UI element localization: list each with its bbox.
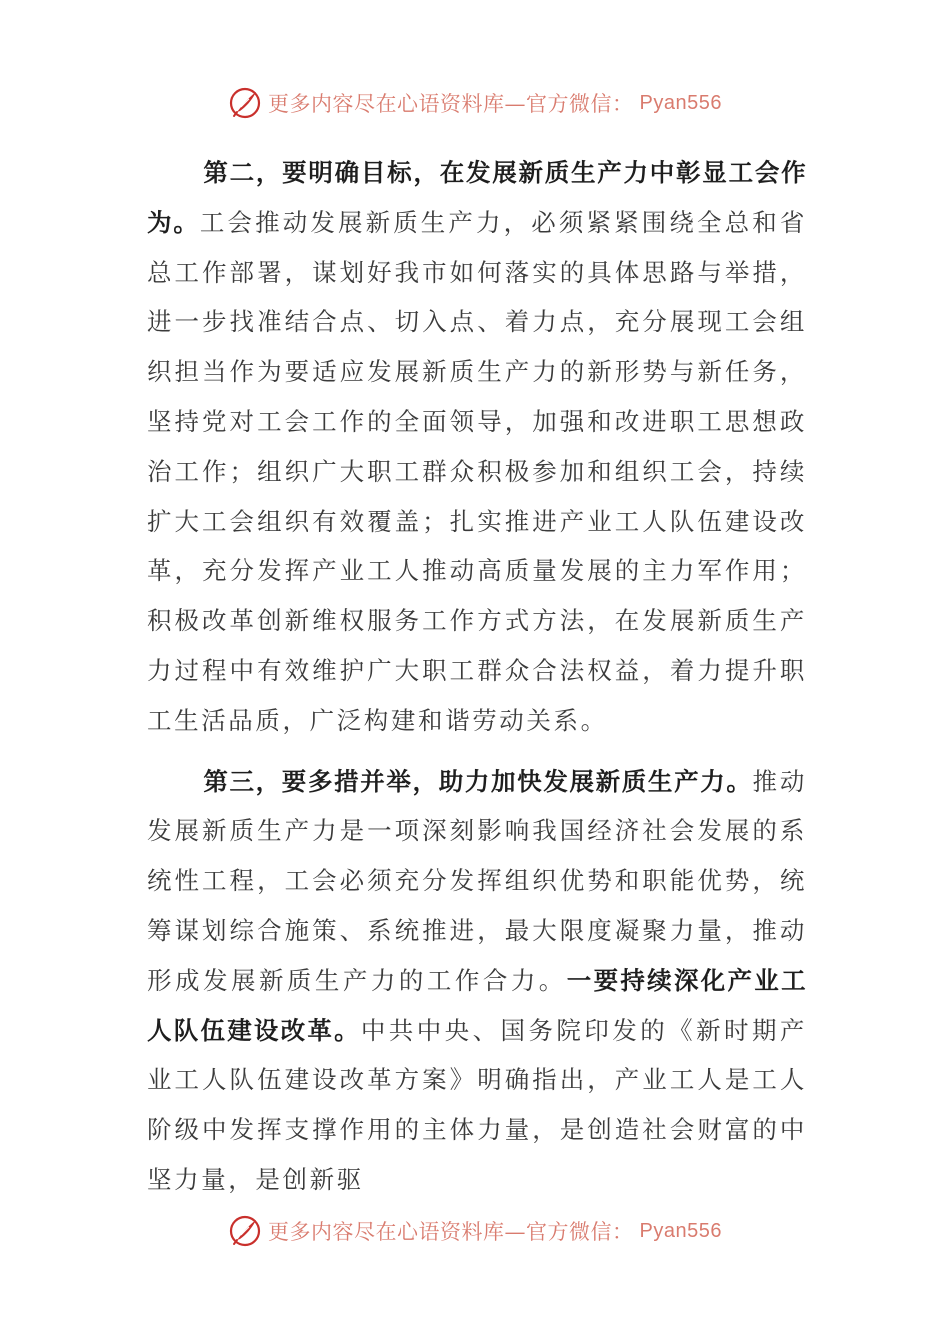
- quill-pen-logo-icon: [228, 1214, 262, 1248]
- paragraph-third: [147, 757, 807, 1205]
- paragraph-heading: 第二，要明确目标，在发展新质生产力中彰显工会作为。: [147, 158, 807, 237]
- footer-watermark: [0, 1214, 950, 1248]
- document-body: [147, 148, 807, 1205]
- watermark-text: 更多内容尽在心语资料库—官方微信：: [268, 1220, 634, 1244]
- paragraph-text-tail: 中共中央、国务院印发的《新时期产业工人队伍建设改革方案》明确指出，产业工人是工人阶级中发挥支撑作用的主体力量，是创造社会财富的中坚力量，是创新驱: [147, 1015, 807, 1194]
- paragraph-text: 工会推动发展新质生产力，必须紧紧围绕全总和省总工作部署，谋划好我市如何落实的具体思路与举措，进一步找准结合点、切入点、着力点，充分展现工会组织担当作为要适应发展新质生产力的新形势与新任务，坚持党对工会工作的全面领导，加强和改进职工思想政治工作；组织广大职工群众积极参加和组织工会，持续扩大工会组织有效覆盖；扎实推进产业工人队伍建设改革，充分发挥产业工人推动高质量发展的主力军作用；积极改革创新维权服务工作方式方法，在发展新质生产力过程中有效维护广大职工群众合法权益，着力提升职工生活品质，广泛构建和谐劳动关系。: [147, 207, 807, 735]
- watermark-wechat-id: Pyan556: [639, 91, 722, 114]
- watermark-wechat-id: Pyan556: [639, 1219, 722, 1242]
- header-watermark: [0, 86, 950, 120]
- paragraph-subheading: 一要持续深化产业工人队伍建设改革。: [147, 965, 807, 1045]
- watermark-text: 更多内容尽在心语资料库—官方微信：: [268, 92, 634, 116]
- paragraph-second: [147, 148, 807, 746]
- quill-pen-logo-icon: [228, 86, 262, 120]
- paragraph-text: 推动发展新质生产力是一项深刻影响我国经济社会发展的系统性工程，工会必须充分发挥组织优势和职能优势，统筹谋划综合施策、系统推进，最大限度凝聚力量，推动形成发展新质生产力的工作合力。: [147, 766, 807, 995]
- paragraph-heading: 第三，要多措并举，助力加快发展新质生产力。: [203, 766, 753, 796]
